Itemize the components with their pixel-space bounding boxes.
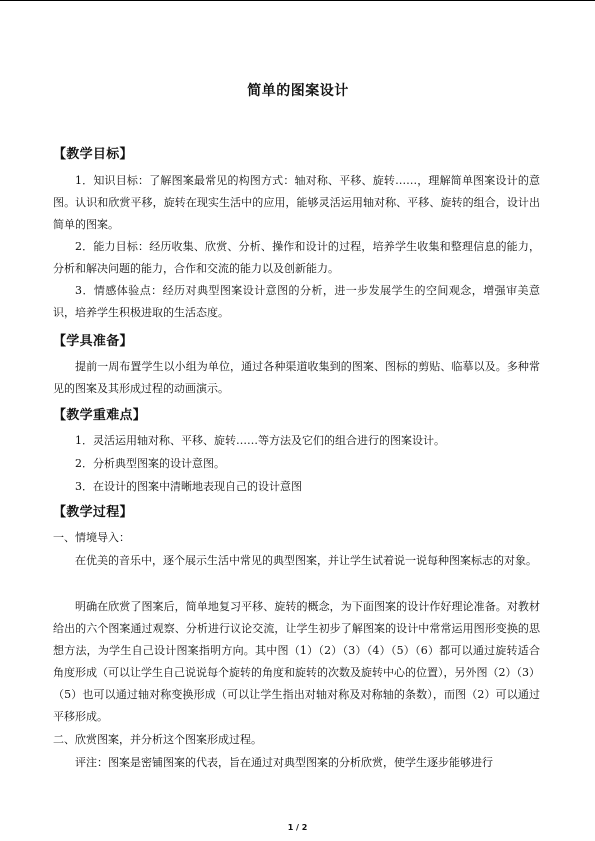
heading-process: 【教学过程】 (53, 505, 133, 520)
process-step-1-paragraph-1: 在优美的音乐中，逐个展示生活中常见的典型图案，并让学生试着说一说每种图案标志的对象。 (75, 554, 537, 567)
top-border-line (0, 0, 595, 1)
process-step-2-paragraph-1: 评注：图案是密铺图案的代表，旨在通过对典型图案的分析欣赏，使学生逐步能够进行 (75, 756, 493, 769)
key-point-item-1: 1．灵活运用轴对称、平移、旋转……等方法及它们的组合进行的图案设计。 (75, 434, 445, 447)
objective-item-3: 3．情感体验点：经历对典型图案设计意图的分析，进一步发展学生的空间观念，增强审美意识，培养学生积极进取的生活态度。 (53, 284, 540, 319)
key-point-item-2: 2．分析典型图案的设计意图。 (75, 457, 225, 470)
objective-item-1: 1．知识目标：了解图案最常见的构图方式：轴对称、平移、旋转……，理解简单图案设计的意图。认识和欣赏平移，旋转在现实生活中的应用，能够灵活运用轴对称、平移、旋转的组合，设计出简单的图案。 (53, 174, 540, 231)
heading-materials: 【学具准备】 (53, 334, 133, 349)
objective-item-2: 2．能力目标：经历收集、欣赏、分析、操作和设计的过程，培养学生收集和整理信息的能力，分析和解决问题的能力，合作和交流的能力以及创新能力。 (53, 240, 540, 275)
page-number: 1 / 2 (287, 823, 308, 832)
heading-key-points: 【教学重难点】 (53, 408, 147, 423)
process-step-1-title: 一、情境导入： (53, 531, 130, 544)
process-step-1-paragraph-2: 明确在欣赏了图案后，简单地复习平移、旋转的概念，为下面图案的设计作好理论准备。对教材给出的六个图案通过观察、分析进行议论交流，让学生初步了解图案的设计中常常运用图形变换的思想方法，为学生自己设计图案指明方向。其中图（1）（2）（3）（4）（5）（6）都可以通过旋转适合角度形成（可以让学生自己说说每个旋转的角度和旋转的次数及旋转中心的位置），另外图（2）（3）（5）也可以通过轴对称变换形成（可以让学生指出对轴对称及对称轴的条数），而图（2）可以通过平移形成。 (53, 600, 540, 723)
key-point-item-3: 3．在设计的图案中清晰地表现自己的设计意图 (75, 480, 302, 493)
heading-objectives: 【教学目标】 (53, 147, 133, 162)
process-step-2-title: 二、欣赏图案，并分析这个图案形成过程。 (53, 733, 262, 746)
materials-text: 提前一周布置学生以小组为单位，通过各种渠道收集到的图案、图标的剪贴、临摹以及。多种常见的图案及其形成过程的动画演示。 (53, 360, 540, 395)
document-title: 简单的图案设计 (247, 83, 349, 99)
